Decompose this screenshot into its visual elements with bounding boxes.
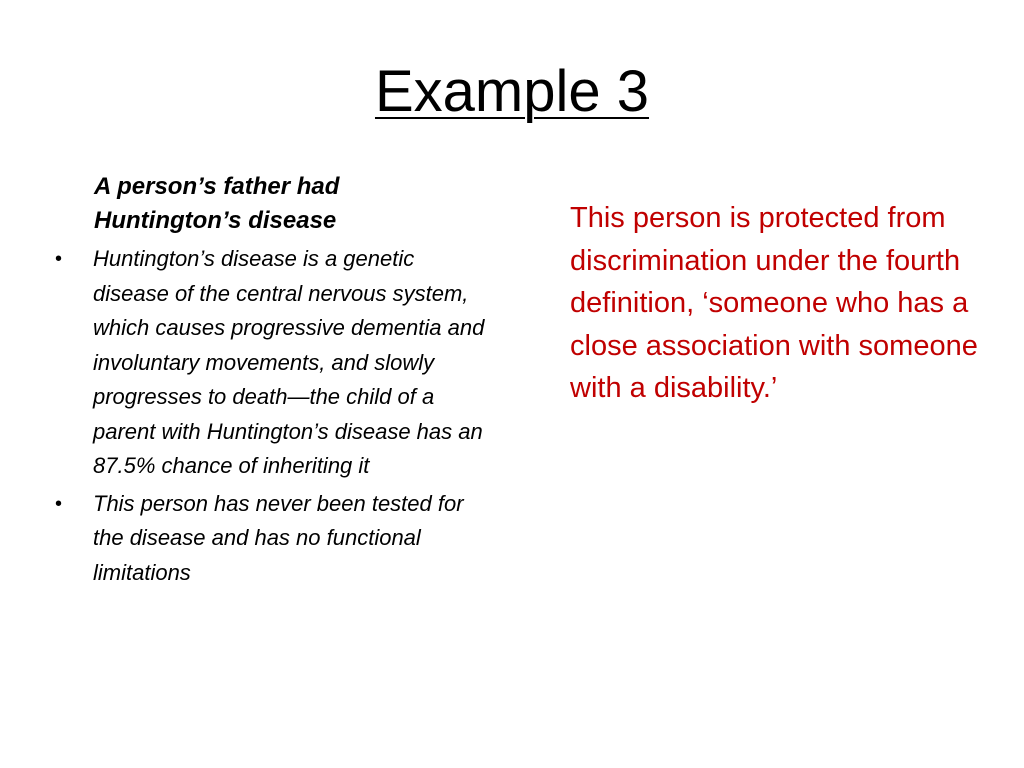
case-heading bbox=[94, 170, 492, 238]
left-column bbox=[52, 170, 492, 590]
bullet-list bbox=[52, 242, 492, 590]
bullet-icon: • bbox=[55, 248, 63, 270]
right-column bbox=[570, 197, 990, 410]
bullet-icon: • bbox=[55, 492, 63, 515]
case-heading-line-1: A person’s father had bbox=[94, 173, 340, 200]
case-heading-line-2: Huntington’s disease bbox=[94, 207, 337, 234]
bullet-text: Huntington’s disease is a genetic disease of the central nervous system, which causes progressive dementia and involuntary movements, and slowly progresses to death—the child of a parent with Huntington’s disease has an 87.5% chance of inheriting it bbox=[93, 246, 485, 478]
slide-title: Example 3 bbox=[374, 59, 650, 124]
bullet-item-disease-description bbox=[52, 242, 492, 484]
protection-statement: This person is protected from discrimination under the fourth definition, ‘someone who has a close association with someone with a disability.’ bbox=[570, 202, 978, 404]
bullet-text: This person has never been tested for the disease and has no functional limitations bbox=[93, 490, 464, 585]
bullet-item-no-limitations bbox=[52, 487, 492, 591]
